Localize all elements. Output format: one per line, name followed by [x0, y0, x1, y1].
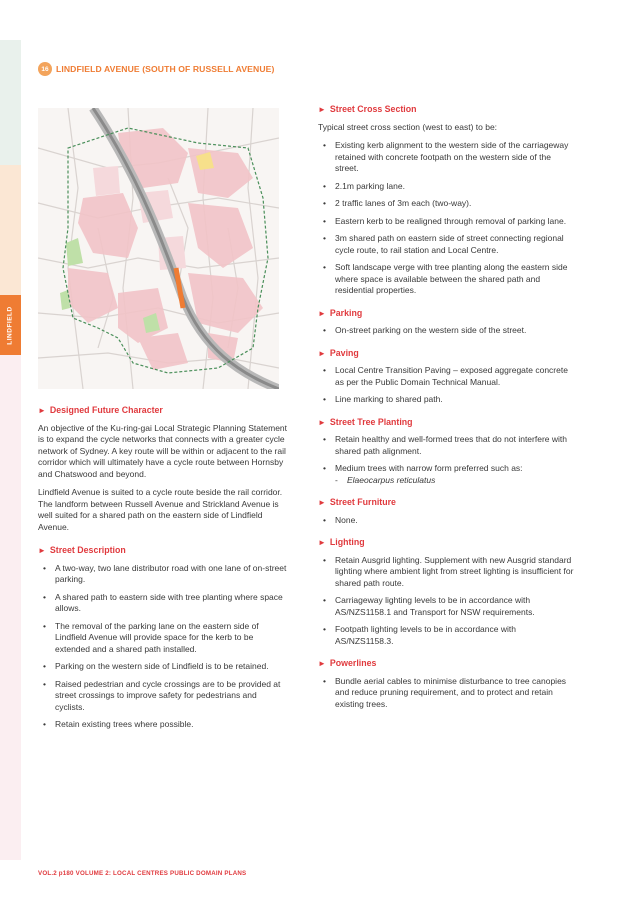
section-heading-street-tree-planting	[318, 417, 576, 429]
heading-label: Paving	[329, 347, 359, 358]
list-item: • On-street parking on the western side of the street.	[318, 325, 576, 337]
section-heading-street-description	[38, 545, 288, 557]
triangle-icon: ►	[318, 348, 326, 358]
list-item: • Soft landscape verge with tree planting along the eastern side where space is available between the shared path and residential properties.	[318, 262, 576, 297]
list-item: • A shared path to eastern side with tree planting where space allows.	[38, 592, 288, 615]
list-item: • A two-way, two lane distributor road with one lane of on-street parking.	[38, 563, 288, 586]
heading-label: Street Description	[49, 545, 126, 555]
list-item: • Parking on the western side of Lindfield is to be retained.	[38, 661, 288, 673]
right-column	[318, 104, 576, 721]
side-strip-green	[0, 40, 21, 165]
street-description-list	[38, 563, 288, 731]
left-column	[38, 405, 288, 742]
list-item: • Local Centre Transition Paving – exposed aggregate concrete as per the Public Domain Technical Manual.	[318, 365, 576, 388]
heading-label: Parking	[329, 307, 363, 318]
site-map	[38, 108, 279, 389]
paving-list	[318, 365, 576, 406]
triangle-icon: ►	[318, 659, 326, 668]
section-heading-designed-future-character	[38, 405, 288, 417]
section-heading-street-furniture	[318, 497, 576, 509]
site-map-graphic	[38, 108, 279, 389]
page-title: LINDFIELD AVENUE (SOUTH OF RUSSELL AVENUE)	[56, 64, 275, 74]
heading-label: Designed Future Character	[49, 405, 163, 415]
triangle-icon: ►	[318, 498, 326, 507]
street-furniture-list	[318, 515, 576, 527]
triangle-icon: ►	[318, 308, 326, 318]
list-item: • Retain healthy and well-formed trees that do not interfere with shared path alignment.	[318, 434, 576, 457]
section-heading-powerlines	[318, 658, 576, 670]
triangle-icon: ►	[318, 538, 326, 547]
heading-label: Street Tree Planting	[329, 416, 413, 427]
parking-list	[318, 325, 576, 337]
lighting-list	[318, 555, 576, 648]
list-item: • 2.1m parking lane.	[318, 181, 576, 193]
triangle-icon: ►	[318, 105, 326, 114]
side-strip-pink	[0, 355, 21, 860]
list-item: • Bundle aerial cables to minimise disturbance to tree canopies and reduce pruning requirement, and to protect and retain existing trees.	[318, 676, 576, 711]
cross-section-list	[318, 140, 576, 297]
list-item: • Retain Ausgrid lighting. Supplement with new Ausgrid standard lighting where ambient light from street lighting is insufficient for shared path route.	[318, 555, 576, 590]
section-number-badge: 16	[38, 62, 52, 76]
list-item: • Eastern kerb to be realigned through removal of parking lane.	[318, 216, 576, 228]
list-item: • 3m shared path on eastern side of street connecting regional cycle route, to rail station and Local Centre.	[318, 233, 576, 256]
lindfield-avenue-segment	[176, 268, 183, 308]
side-tab-label: LINDFIELD	[7, 305, 15, 345]
tree-species: - Elaeocarpus reticulatus	[335, 475, 576, 487]
list-item: • Line marking to shared path.	[318, 394, 576, 406]
side-strip-peach	[0, 165, 21, 295]
triangle-icon: ►	[318, 417, 326, 427]
page-header	[38, 62, 274, 76]
list-item: • None.	[318, 515, 576, 527]
section-heading-paving	[318, 348, 576, 360]
side-tab-label-wrap	[0, 295, 21, 355]
list-item: • Raised pedestrian and cycle crossings are to be provided at street crossings to improve safety for pedestrians and cyclists.	[38, 679, 288, 714]
triangle-icon: ►	[38, 406, 46, 415]
powerlines-list	[318, 676, 576, 711]
page-footer: VOL.2 p180 VOLUME 2: LOCAL CENTRES PUBLIC DOMAIN PLANS	[38, 870, 247, 877]
heading-label: Powerlines	[329, 658, 377, 668]
heading-label: Lighting	[329, 537, 365, 547]
paragraph: Lindfield Avenue is suited to a cycle route beside the rail corridor. The landform between Russell Avenue and Strickland Avenue is well suited for a shared path on the eastern side of Lindfield Avenue.	[38, 487, 283, 532]
list-item: • Footpath lighting levels to be in accordance with AS/NZS1158.3.	[318, 624, 576, 647]
list-item: • Existing kerb alignment to the western side of the carriageway retained with concrete footpath on the western side of the street.	[318, 140, 576, 175]
list-item	[318, 463, 576, 486]
list-item: • 2 traffic lanes of 3m each (two-way).	[318, 198, 576, 210]
list-item: • Carriageway lighting levels to be in accordance with AS/NZS1158.1 and Transport for NSW requirements.	[318, 595, 576, 618]
section-heading-lighting	[318, 537, 576, 549]
triangle-icon: ►	[38, 546, 46, 555]
heading-label: Street Furniture	[329, 497, 396, 507]
list-item-text: Medium trees with narrow form preferred such as:	[335, 463, 523, 473]
paragraph: Typical street cross section (west to east) to be:	[318, 121, 498, 132]
list-item: • Retain existing trees where possible.	[38, 719, 288, 731]
section-heading-parking	[318, 308, 576, 320]
section-heading-street-cross-section	[318, 104, 576, 116]
tree-planting-list	[318, 434, 576, 486]
paragraph: An objective of the Ku-ring-gai Local Strategic Planning Statement is to expand the cycle networks that connects with a greater cycle network of Sydney. A key route will be within or adjacent to the rail corridor which will ultimately have a cycle route between Hornsby and Chatswood and beyond.	[38, 422, 288, 479]
heading-label: Street Cross Section	[329, 104, 417, 114]
list-item: • The removal of the parking lane on the eastern side of Lindfield Avenue will provide space for the kerb to be extended and a shared path installed.	[38, 621, 288, 656]
